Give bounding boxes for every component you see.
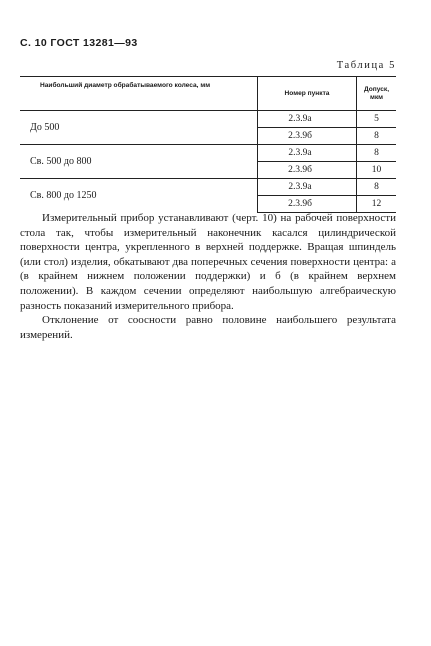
- table-row: [20, 179, 396, 196]
- page-header: С. 10 ГОСТ 13281—93: [20, 37, 138, 49]
- tolerance-cell: 10: [357, 162, 397, 179]
- table-caption: Таблица 5: [336, 60, 396, 71]
- diameter-range-cell: Св. 800 до 1250: [20, 179, 258, 213]
- body-text: [20, 211, 396, 342]
- table-row: [20, 111, 396, 128]
- tolerance-cell: 5: [357, 111, 397, 128]
- tolerance-table: [20, 76, 396, 213]
- table-header-row: [20, 77, 396, 111]
- item-number-cell: 2.3.9а: [258, 179, 357, 196]
- column-header-diameter: Наибольший диаметр обрабатываемого колеса, мм: [20, 77, 258, 111]
- item-number-cell: 2.3.9б: [258, 196, 357, 213]
- tolerance-cell: 8: [357, 179, 397, 196]
- tolerance-cell: 8: [357, 145, 397, 162]
- item-number-cell: 2.3.9б: [258, 128, 357, 145]
- item-number-cell: 2.3.9б: [258, 162, 357, 179]
- tolerance-cell: 8: [357, 128, 397, 145]
- item-number-cell: 2.3.9а: [258, 111, 357, 128]
- tolerance-cell: 12: [357, 196, 397, 213]
- paragraph-coaxiality-result: Отклонение от соосности равно половине наибольшего результата измерений.: [20, 314, 396, 341]
- diameter-range-cell: До 500: [20, 111, 258, 145]
- column-header-tolerance: Допуск, мкм: [357, 77, 397, 111]
- column-header-item-number: Номер пункта: [258, 77, 357, 111]
- table-row: [20, 145, 396, 162]
- item-number-cell: 2.3.9а: [258, 145, 357, 162]
- diameter-range-cell: Св. 500 до 800: [20, 145, 258, 179]
- paragraph-measurement-procedure: Измерительный прибор устанавливают (черт. 10) на рабочей поверхности стола так, чтобы измерительный наконечник касался цилиндрической поверхности центра, укрепленного в верхней поддержке. Вращая шпиндель (или стол) изделия, обкатывают два поперечных сечения поверхности центра: а (в крайнем нижнем положении поддержки) и б (в крайнем верхнем положении). В каждом сечении определяют наибольшую алгебраическую разность показаний измерительного прибора.: [20, 212, 396, 312]
